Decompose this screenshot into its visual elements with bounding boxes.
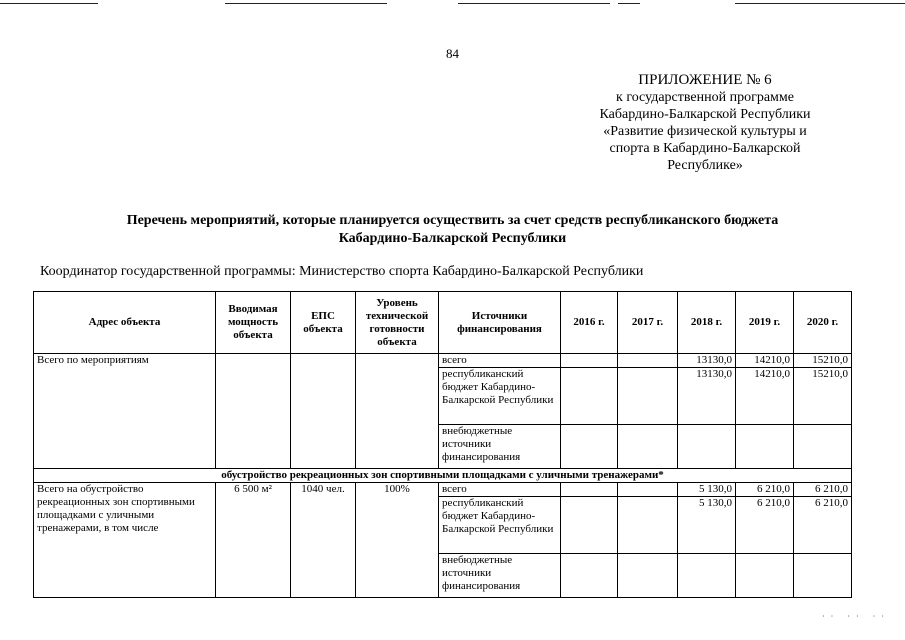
appendix-heading: ПРИЛОЖЕНИЕ № 6: [638, 72, 772, 88]
value-2020: 15210,0: [794, 368, 852, 425]
title-line: Кабардино-Балкарской Республики: [338, 231, 567, 246]
appendix-block: [560, 72, 850, 174]
value-2020: 6 210,0: [794, 497, 852, 554]
header-2018: 2018 г.: [678, 292, 736, 354]
value-2018: 13130,0: [678, 354, 736, 368]
value-2016: [561, 483, 618, 497]
source-cell: внебюджетные источники финансирования: [439, 554, 561, 598]
value-2020: 15210,0: [794, 354, 852, 368]
source-cell: внебюджетные источники финансирования: [439, 425, 561, 469]
source-cell: республиканский бюджет Кабардино-Балкарской Республики: [439, 368, 561, 425]
value-2017: [618, 554, 678, 598]
source-cell: всего: [439, 354, 561, 368]
value-2019: [736, 554, 794, 598]
source-cell: республиканский бюджет Кабардино-Балкарской Республики: [439, 497, 561, 554]
section-eps-cell: 1040 чел.: [291, 483, 356, 598]
header-2016: 2016 г.: [561, 292, 618, 354]
table-row: [34, 354, 852, 368]
value-2016: [561, 425, 618, 469]
value-2018: 13130,0: [678, 368, 736, 425]
header-sources: Источники финансирования: [439, 292, 561, 354]
value-2018: 5 130,0: [678, 497, 736, 554]
value-2016: [561, 554, 618, 598]
header-2019: 2019 г.: [736, 292, 794, 354]
scan-artifact-line: [735, 3, 905, 4]
value-2019: 14210,0: [736, 368, 794, 425]
section-capacity-cell: 6 500 м²: [216, 483, 291, 598]
appendix-line: Кабардино-Балкарской Республики: [599, 107, 811, 122]
header-address: Адрес объекта: [34, 292, 216, 354]
value-2016: [561, 354, 618, 368]
value-2019: 14210,0: [736, 354, 794, 368]
appendix-line: «Развитие физической культуры и: [603, 124, 807, 139]
section-readiness-cell: 100%: [356, 483, 439, 598]
total-readiness-cell: [356, 354, 439, 469]
value-2019: [736, 425, 794, 469]
value-2018: 5 130,0: [678, 483, 736, 497]
title-line: Перечень мероприятий, которые планируется осуществить за счет средств республиканского бюджета: [126, 213, 779, 228]
page-number: 84: [446, 46, 459, 61]
total-eps-cell: [291, 354, 356, 469]
source-cell: всего: [439, 483, 561, 497]
value-2019: 6 210,0: [736, 497, 794, 554]
measures-table: [33, 291, 852, 598]
table-row: [34, 483, 852, 497]
total-capacity-cell: [216, 354, 291, 469]
scan-specks: ·· ·· ··: [822, 612, 890, 621]
value-2017: [618, 425, 678, 469]
value-2016: [561, 368, 618, 425]
document-title: [20, 212, 885, 248]
header-capacity: Вводимая мощность объекта: [216, 292, 291, 354]
section-label-cell: Всего на обустройство рекреационных зон спортивными площадками с уличными тренажерами, в том числе: [34, 483, 216, 598]
value-2017: [618, 497, 678, 554]
header-readiness: Уровень технической готовности объекта: [356, 292, 439, 354]
value-2019: 6 210,0: [736, 483, 794, 497]
value-2020: 6 210,0: [794, 483, 852, 497]
scan-artifact-line: [458, 3, 610, 4]
value-2020: [794, 425, 852, 469]
scan-artifact-line: [0, 3, 98, 4]
header-eps: ЕПС объекта: [291, 292, 356, 354]
value-2017: [618, 483, 678, 497]
section-title: обустройство рекреационных зон спортивными площадками с уличными тренажерами*: [34, 469, 852, 483]
total-label-cell: Всего по мероприятиям: [34, 354, 216, 469]
appendix-line: к государственной программе: [616, 90, 794, 105]
header-2017: 2017 г.: [618, 292, 678, 354]
appendix-line: Республике»: [667, 158, 743, 173]
value-2018: [678, 425, 736, 469]
section-title-row: [34, 469, 852, 483]
value-2017: [618, 368, 678, 425]
value-2018: [678, 554, 736, 598]
value-2017: [618, 354, 678, 368]
appendix-line: спорта в Кабардино-Балкарской: [609, 141, 801, 156]
scan-artifact-line: [225, 3, 387, 4]
value-2020: [794, 554, 852, 598]
table-header-row: [34, 292, 852, 354]
scan-artifact-line: [618, 3, 640, 4]
value-2016: [561, 497, 618, 554]
program-coordinator: Координатор государственной программы: Министерство спорта Кабардино-Балкарской Республики: [40, 264, 644, 279]
header-2020: 2020 г.: [794, 292, 852, 354]
